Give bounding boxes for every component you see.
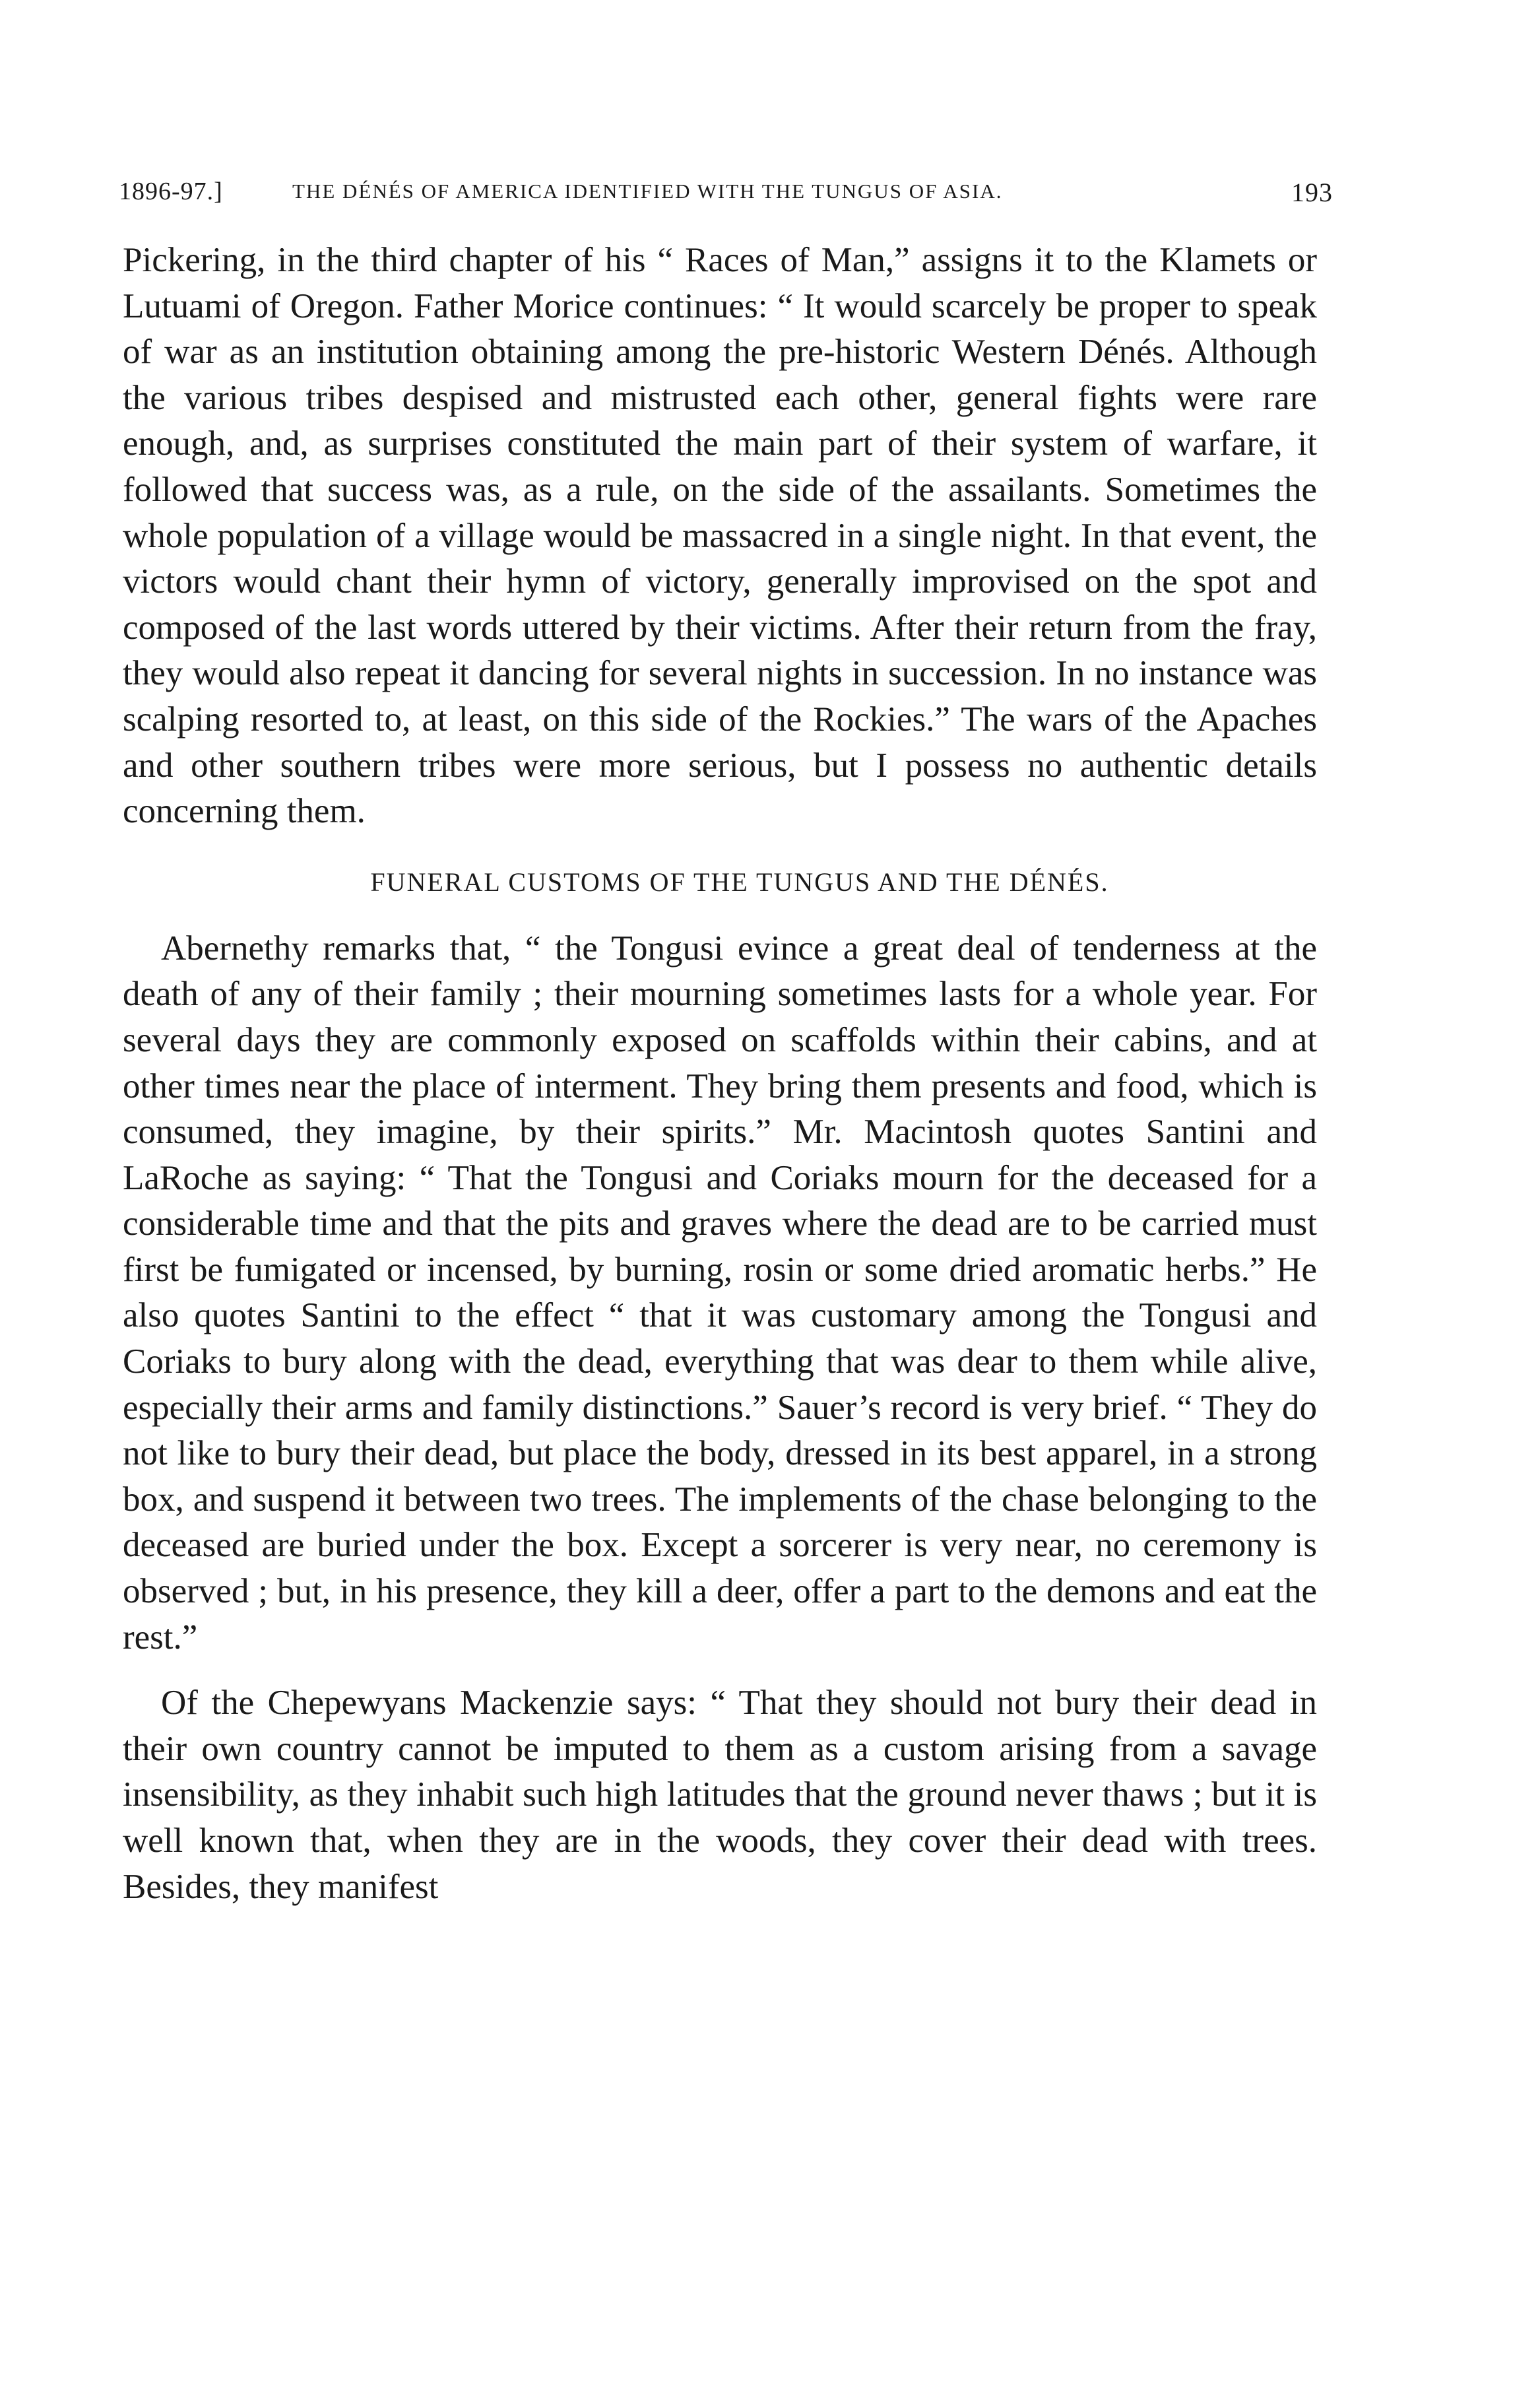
paragraph-funeral-tungus: Abernethy remarks that, “ the Tongusi evince a great deal of tenderness at the death of any of their family ; their mourning sometimes lasts for a whole year. For several days they are commonly exposed on scaffolds within their cabins, and at other times near the place of interment. They bring them presents and food, which is consumed, they imagine, by their spirits.” Mr. Macintosh quotes Santini and LaRoche as saying: “ That the Tongusi and Coriaks mourn for the deceased for a considerable time and that the pits and graves where the dead are to be carried must first be fumigated or incensed, by burning, rosin or some dried aromatic herbs.” He also quotes Santini to the effect “ that it was customary among the Tongusi and Coriaks to bury along with the dead, everything that was dear to them while alive, especially their arms and family distinctions.” Sauer’s record is very brief. “ They do not like to bury their dead, but place the body, dressed in its best apparel, in a strong box, and suspend it between two trees. The implements of the chase belonging to the deceased are buried under the box. Except a sorcerer is very near, no ceremony is observed ; but, in his presence, they kill a deer, offer a part to the demons and eat the rest.” [123,929,1317,1657]
paragraph-war-customs: Pickering, in the third chapter of his “ Races of Man,” assigns it to the Klamets or Lutuami of Oregon. Father Morice continues: “ It would scarcely be proper to speak of war as an institution obtaining among the pre-historic Western Dénés. Although the various tribes despised and mistrusted each other, general fights were rare enough, and, as surprises constituted the main part of their system of warfare, it followed that success was, as a rule, on the side of the assailants. Sometimes the whole population of a village would be massacred in a single night. In that event, the victors would chant their hymn of victory, generally improvised on the spot and composed of the last words uttered by their victims. After their return from the fray, they would also repeat it dancing for several nights in succession. In no instance was scalping resorted to, at least, on this side of the Rockies.” The wars of the Apaches and other southern tribes were more serious, but I possess no authentic details concerning them. [123,241,1317,831]
running-title: THE DÉNÉS OF AMERICA IDENTIFIED WITH THE TUNGUS OF ASIA. [292,180,1003,203]
running-head [119,177,1333,216]
page-number: 193 [1291,178,1333,207]
paragraph-chepewyans: Of the Chepewyans Mackenzie says: “ That they should not bury their dead in their own country cannot be imputed to them as a custom arising from a savage insensibility, as they inhabit such high latitudes that the ground never thaws ; but it is well known that, when they are in the woods, they cover their dead with trees. Besides, they manifest [123,1684,1317,1906]
section-heading: FUNERAL CUSTOMS OF THE TUNGUS AND THE DÉNÉS. [370,867,1109,897]
body-text [123,238,1317,1910]
volume-year: 1896-97.] [119,178,223,205]
